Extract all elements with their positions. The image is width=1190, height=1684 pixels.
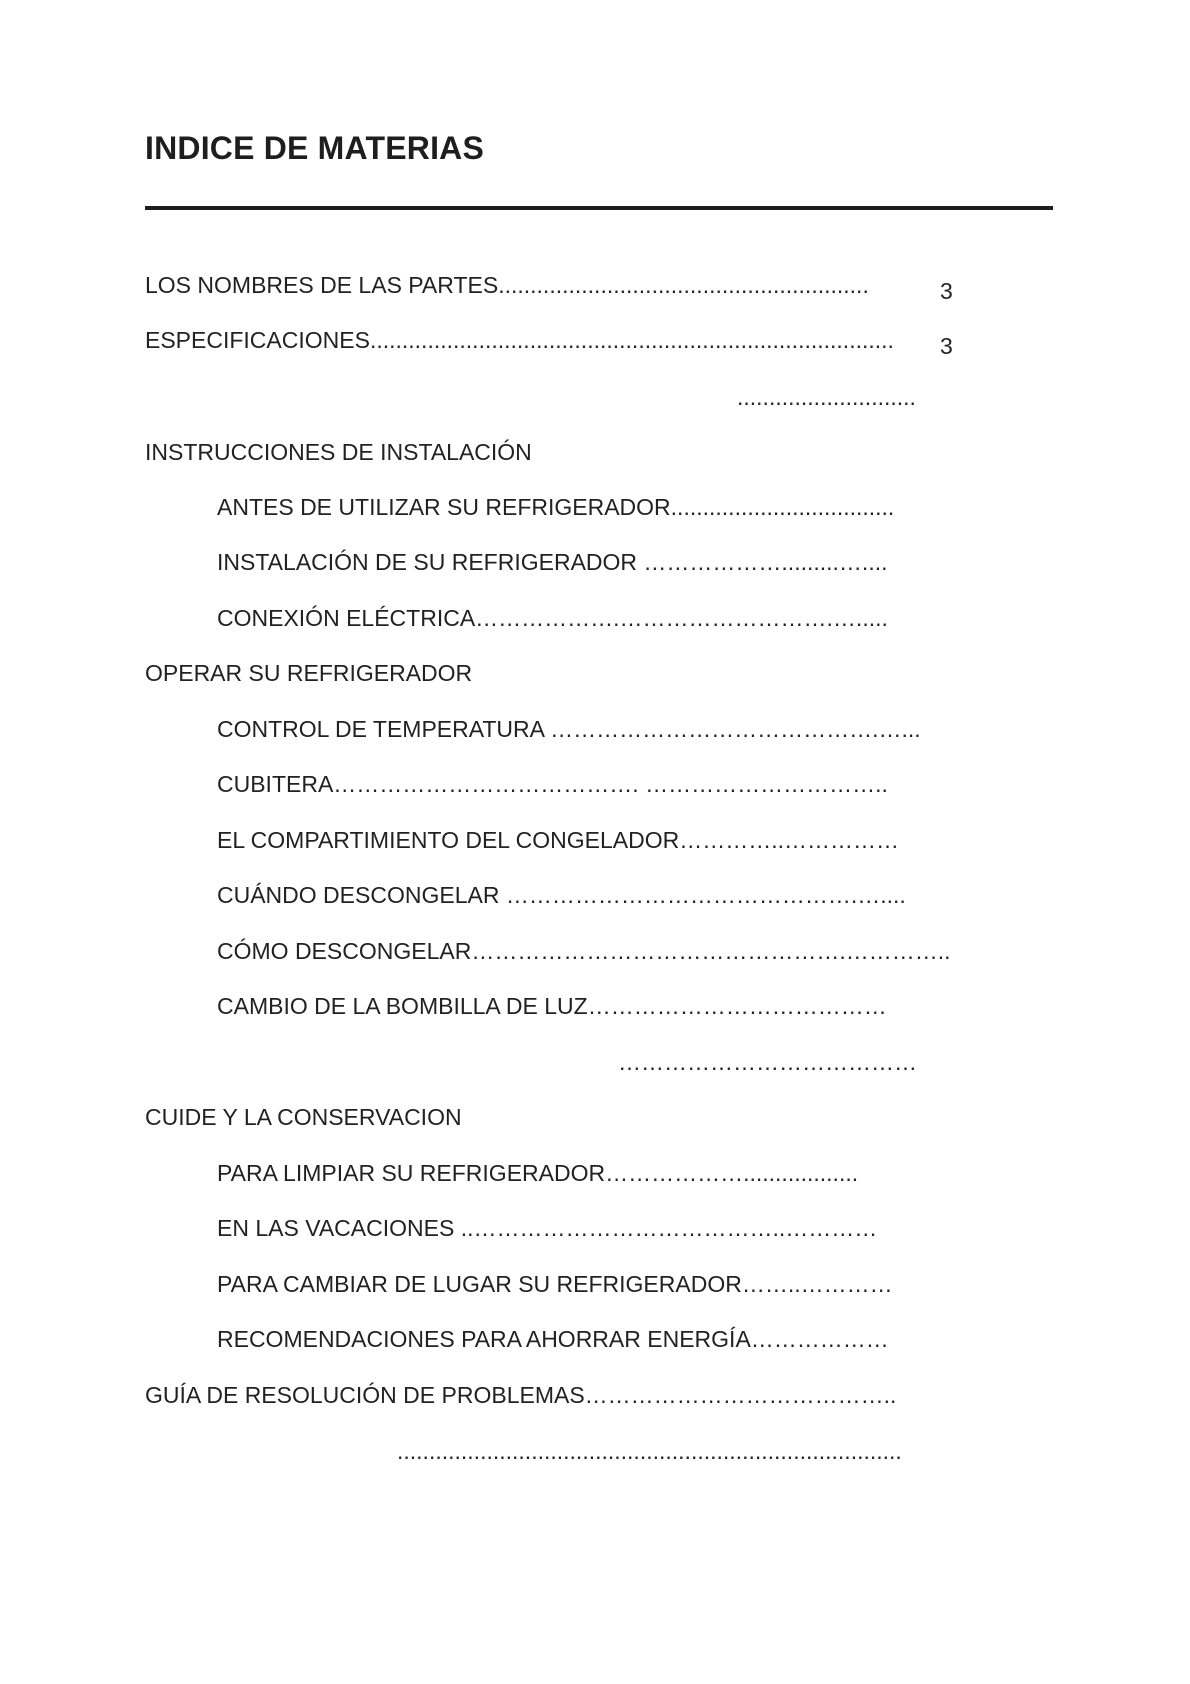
toc-dot-leader: ………………………………………….………….. <box>471 938 951 964</box>
toc-entry-label: CÓMO DESCONGELAR <box>217 938 472 964</box>
toc-entry-nombres-partes[interactable] <box>145 270 869 300</box>
toc-orphan-leader: ………………………………… <box>618 1049 917 1075</box>
toc-entry-label: EL COMPARTIMIENTO DEL CONGELADOR <box>217 827 680 853</box>
toc-orphan-leader: ............................................................................... <box>397 1438 902 1464</box>
toc-entry-cuando-descongelar[interactable] <box>217 880 906 910</box>
toc-section-label: INSTRUCCIONES DE INSTALACIÓN <box>145 439 532 465</box>
toc-section-label: OPERAR SU REFRIGERADOR <box>145 660 473 686</box>
toc-dot-leader: .................................................................................. <box>369 327 894 353</box>
toc-page-number: 3 <box>940 278 953 304</box>
toc-entry-label: INSTALACIÓN DE SU REFRIGERADOR <box>217 549 638 575</box>
toc-entry-vacaciones[interactable] <box>217 1213 877 1243</box>
toc-dot-leader: …………………………………. ………………………….. <box>333 771 888 797</box>
toc-dot-leader: ……………….........….... <box>637 549 888 575</box>
toc-dot-leader: ……………… <box>750 1326 889 1352</box>
toc-entry-label: RECOMENDACIONES PARA AHORRAR ENERGÍA <box>217 1326 751 1352</box>
toc-entry-label: CONTROL DE TEMPERATURA <box>217 716 544 742</box>
title-divider <box>145 206 1053 210</box>
toc-entry-para-limpiar[interactable] <box>217 1158 858 1188</box>
toc-entry-especificaciones[interactable] <box>145 325 894 355</box>
toc-entry-cubitera[interactable] <box>217 769 888 799</box>
toc-page-number: 3 <box>940 333 953 359</box>
toc-entry-label: PARA CAMBIAR DE LUGAR SU REFRIGERADOR <box>217 1271 742 1297</box>
toc-section-operar-refrigerador[interactable] <box>145 658 472 688</box>
toc-dot-leader: ……………………………………….….... <box>499 882 906 908</box>
toc-section-cuide-conservacion[interactable] <box>145 1102 462 1132</box>
toc-entry-label: ESPECIFICACIONES <box>145 327 370 353</box>
toc-dot-leader: ……………….................. <box>605 1160 859 1186</box>
toc-entry-guia-problemas[interactable] <box>145 1380 896 1410</box>
toc-entry-instalacion-refrigerador[interactable] <box>217 547 888 577</box>
toc-section-label: CUIDE Y LA CONSERVACION <box>145 1104 462 1130</box>
toc-entry-antes-utilizar[interactable] <box>217 492 894 522</box>
toc-entry-label: GUÍA DE RESOLUCIÓN DE PROBLEMAS <box>145 1382 585 1408</box>
toc-orphan-leader: ............................ <box>737 384 916 410</box>
page-title: INDICE DE MATERIAS <box>145 130 485 166</box>
toc-entry-como-descongelar[interactable] <box>217 936 951 966</box>
toc-entry-label: PARA LIMPIAR SU REFRIGERADOR <box>217 1160 606 1186</box>
toc-dot-leader: ................................... <box>670 494 895 520</box>
toc-entry-conexion-electrica[interactable] <box>217 603 888 633</box>
toc-section-instrucciones-instalacion[interactable] <box>145 437 532 467</box>
toc-entry-ahorrar-energia[interactable] <box>217 1324 889 1354</box>
toc-entry-label: CAMBIO DE LA BOMBILLA DE LUZ <box>217 993 588 1019</box>
toc-entry-label: CONEXIÓN ELÉCTRICA <box>217 605 476 631</box>
toc-entry-cambio-bombilla[interactable] <box>217 991 887 1021</box>
toc-entry-control-temperatura[interactable] <box>217 714 921 744</box>
toc-entry-label: CUÁNDO DESCONGELAR <box>217 882 500 908</box>
toc-dot-leader: …………..…………… <box>679 827 899 853</box>
toc-entry-label: LOS NOMBRES DE LAS PARTES <box>145 272 499 298</box>
toc-entry-compartimiento-congelador[interactable] <box>217 825 899 855</box>
toc-dot-leader: ……..………… <box>741 1271 893 1297</box>
toc-dot-leader: .......................................................... <box>498 272 869 298</box>
toc-entry-cambiar-lugar[interactable] <box>217 1269 893 1299</box>
toc-dot-leader: …………………………………….…... <box>543 716 921 742</box>
toc-entry-label: ANTES DE UTILIZAR SU REFRIGERADOR <box>217 494 671 520</box>
toc-dot-leader: ..…………………………………..………… <box>454 1215 878 1241</box>
toc-entry-label: CUBITERA <box>217 771 334 797</box>
toc-dot-leader: ………………………………….. <box>584 1382 897 1408</box>
toc-dot-leader: ………………………………… <box>587 993 887 1019</box>
toc-entry-label: EN LAS VACACIONES <box>217 1215 455 1241</box>
toc-dot-leader: ……………….……………………….…..... <box>475 605 888 631</box>
